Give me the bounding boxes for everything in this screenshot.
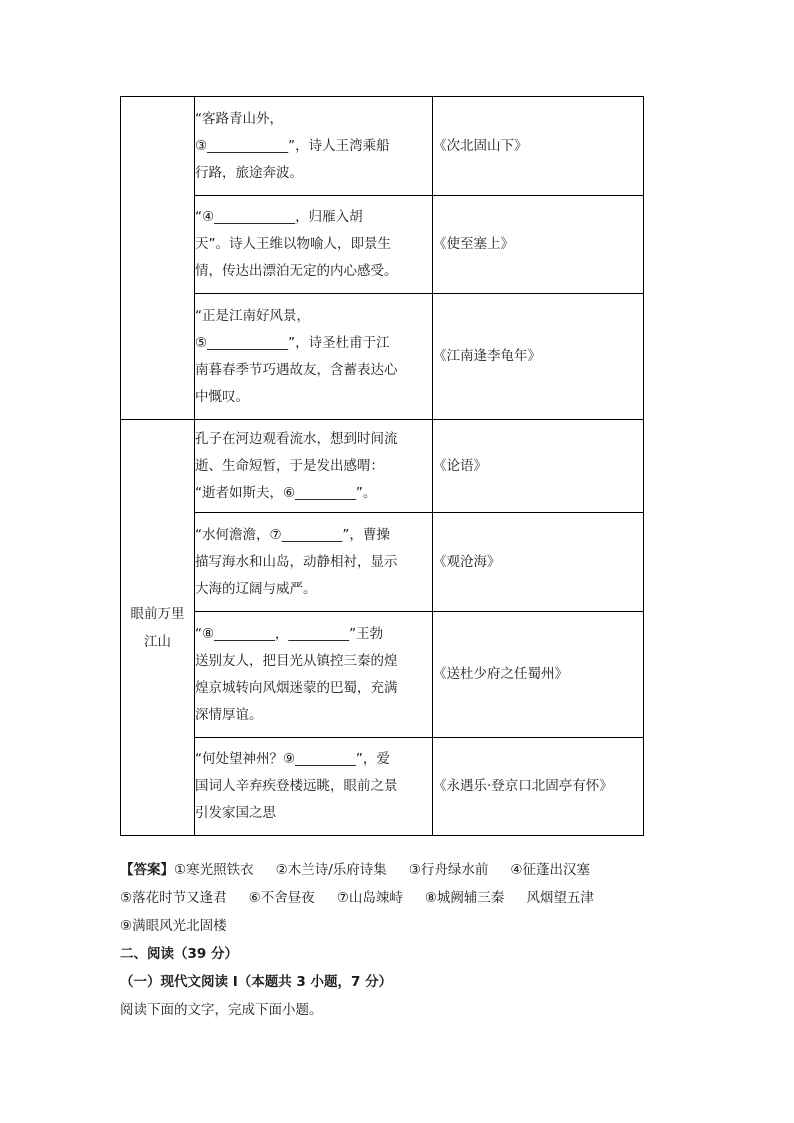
answer-item: ⑤落花时节又逢君 bbox=[120, 890, 227, 906]
table-row bbox=[121, 612, 644, 738]
table-row bbox=[121, 97, 644, 196]
description-cell bbox=[195, 513, 433, 612]
poem-title: 《送杜少府之任蜀州》 bbox=[433, 666, 568, 682]
description-line: 逝、生命短暂，于是发出感喟： bbox=[195, 457, 384, 474]
description-line: 孔子在河边观看流水，想到时间流 bbox=[195, 430, 398, 447]
poem-title-cell bbox=[433, 97, 644, 196]
answer-item: ⑧城阙辅三秦 bbox=[424, 890, 505, 906]
description-line: 描写海水和山岛，动静相衬，显示 bbox=[195, 553, 398, 570]
description-cell bbox=[195, 294, 433, 420]
description-line: 送别友人，把目光从镇控三秦的煌 bbox=[195, 652, 398, 669]
poem-title-cell bbox=[433, 738, 644, 836]
section-subheading: （一）现代文阅读 I（本题共 3 小题，7 分） bbox=[120, 974, 393, 990]
description-line: “⑧_________，_________”王勃 bbox=[195, 625, 384, 642]
poem-title: 《次北固山下》 bbox=[433, 137, 528, 154]
answer-item: ⑥不舍昼夜 bbox=[248, 890, 315, 906]
description-line: 大海的辽阔与威严。 bbox=[195, 580, 317, 597]
description-cell bbox=[195, 196, 433, 294]
description-line: “正是江南好风景， bbox=[195, 307, 310, 324]
poem-title-cell bbox=[433, 612, 644, 738]
answer-block bbox=[120, 856, 680, 940]
poem-title: 《论语》 bbox=[433, 457, 487, 474]
description-cell bbox=[195, 420, 433, 513]
section-instruction: 阅读下面的文字，完成下面小题。 bbox=[120, 1002, 323, 1018]
category-cell-empty bbox=[121, 97, 195, 420]
poem-title-cell bbox=[433, 196, 644, 294]
description-line: “何处望神州？⑨_________”，爱 bbox=[195, 751, 390, 767]
category-label: 眼前万里江山 bbox=[130, 605, 185, 650]
poetry-fill-table bbox=[120, 96, 644, 836]
description-line: 南暮春季节巧遇故友，含蓄表达心 bbox=[195, 361, 398, 378]
poem-title-cell bbox=[433, 513, 644, 612]
description-line: ③____________”，诗人王湾乘船 bbox=[195, 137, 390, 154]
answer-label: 【答案】 bbox=[120, 862, 174, 878]
description-line: 深情厚谊。 bbox=[195, 706, 263, 723]
poem-title: 《使至塞上》 bbox=[433, 236, 514, 252]
answer-item: ②木兰诗/乐府诗集 bbox=[275, 862, 387, 878]
description-cell bbox=[195, 612, 433, 738]
answer-item: ⑦山岛竦峙 bbox=[336, 890, 403, 906]
answer-line bbox=[120, 884, 680, 912]
answer-item: ⑨满眼风光北固楼 bbox=[120, 918, 227, 934]
table-row bbox=[121, 738, 644, 836]
answer-line bbox=[120, 912, 680, 940]
description-line: 中慨叹。 bbox=[195, 388, 249, 405]
table-row bbox=[121, 420, 644, 513]
answer-line bbox=[120, 856, 680, 884]
answer-item: ①寒光照铁衣 bbox=[174, 862, 254, 878]
table-row bbox=[121, 294, 644, 420]
answer-item: 风烟望五津 bbox=[526, 890, 594, 906]
poem-title-cell bbox=[433, 294, 644, 420]
description-cell bbox=[195, 97, 433, 196]
description-cell bbox=[195, 738, 433, 836]
description-line: 行路，旅途奔波。 bbox=[195, 164, 303, 181]
description-line: 国词人辛弃疾登楼远眺，眼前之景 bbox=[195, 778, 398, 794]
poem-title-cell bbox=[433, 420, 644, 513]
table-row bbox=[121, 196, 644, 294]
poem-title: 《江南逢李龟年》 bbox=[433, 348, 541, 364]
description-line: ⑤____________”，诗圣杜甫于江 bbox=[195, 334, 390, 351]
description-line: 天”。诗人王维以物喻人，即景生 bbox=[195, 236, 391, 252]
description-line: “客路青山外， bbox=[195, 110, 283, 127]
section-heading: 二、阅读（39 分） bbox=[120, 946, 238, 962]
answer-item: ③行舟绿水前 bbox=[408, 862, 489, 878]
poem-title: 《观沧海》 bbox=[433, 553, 501, 570]
description-line: 煌京城转向风烟迷蒙的巴蜀，充满 bbox=[195, 679, 398, 696]
description-line: “水何澹澹，⑦_________”，曹操 bbox=[195, 526, 390, 543]
description-line: 引发家国之思 bbox=[195, 805, 276, 821]
poem-title: 《永遇乐·登京口北固亭有怀》 bbox=[433, 778, 613, 794]
description-line: “逝者如斯夫，⑥_________”。 bbox=[195, 484, 377, 501]
answer-item: ④征蓬出汉塞 bbox=[510, 862, 590, 878]
table-row bbox=[121, 513, 644, 612]
category-cell bbox=[121, 420, 195, 836]
description-line: 情，传达出漂泊无定的内心感受。 bbox=[195, 263, 398, 279]
description-line: “④____________，归雁入胡 bbox=[195, 209, 363, 225]
